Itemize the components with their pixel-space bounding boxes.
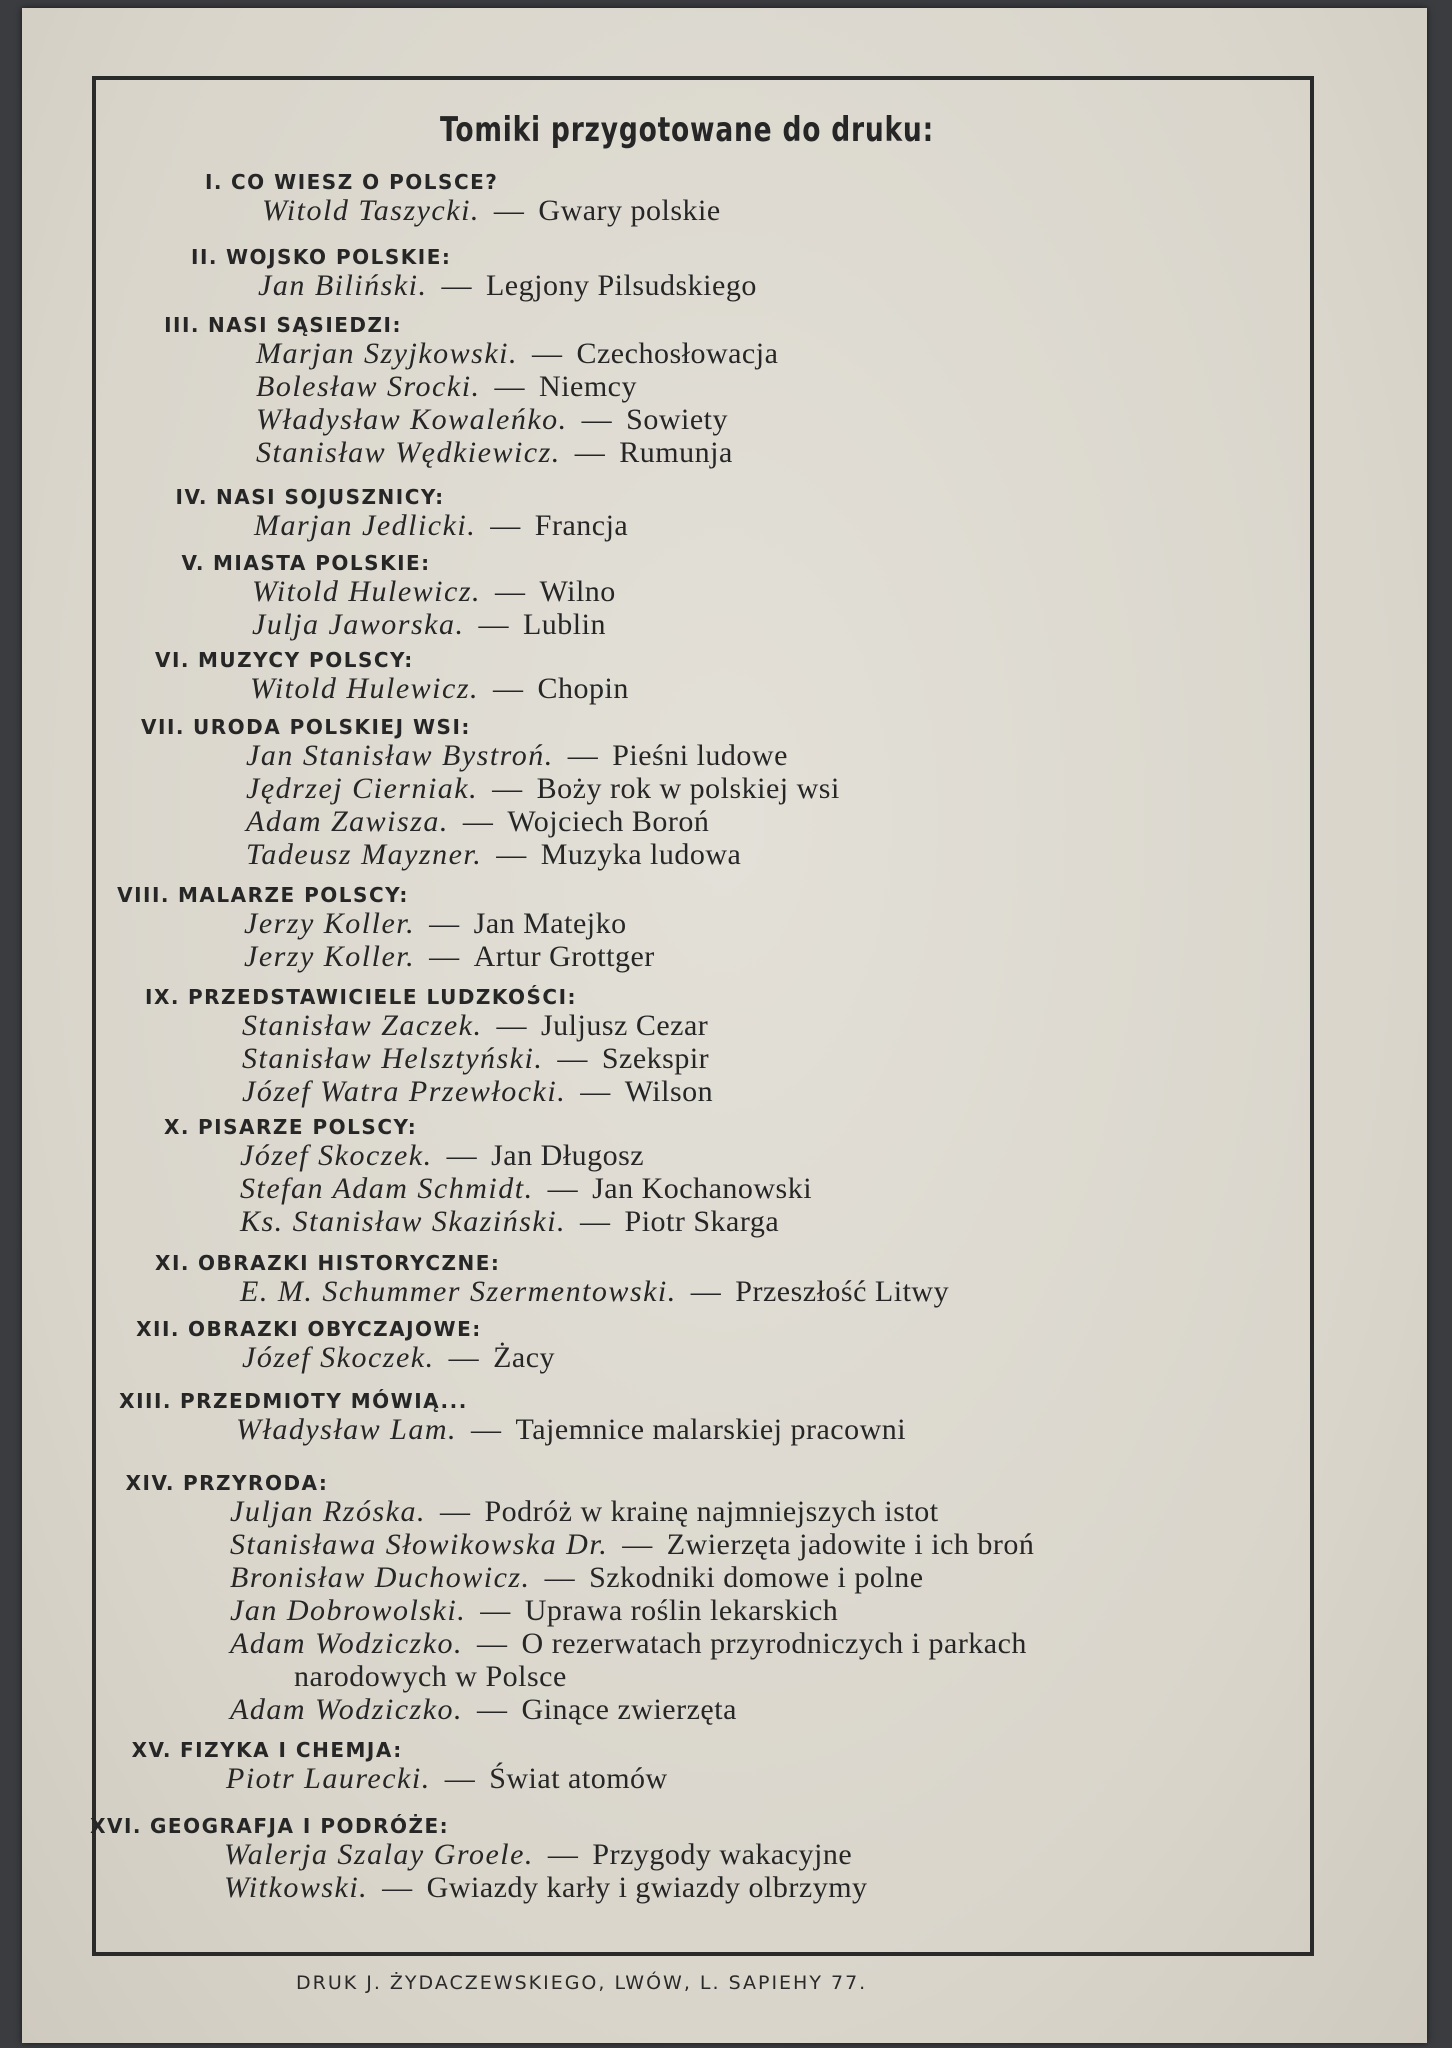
entry-dash: — <box>549 1042 596 1075</box>
entry-dash: — <box>469 1693 516 1726</box>
entry-title: Żacy <box>493 1341 556 1374</box>
entry-title: Szkodniki domowe i polne <box>589 1561 924 1594</box>
entry-dash: — <box>536 1561 584 1594</box>
section-heading <box>95 1471 328 1495</box>
book-entry <box>242 1042 709 1076</box>
entry-title: Lublin <box>522 608 606 641</box>
book-entry <box>252 575 616 609</box>
book-entry <box>240 1139 644 1173</box>
entry-author: Witold Hulewicz. <box>250 672 479 705</box>
entry-author: Bolesław Srocki. <box>256 370 481 403</box>
section-numeral: VI. <box>154 648 190 672</box>
entry-dash: — <box>374 1871 421 1904</box>
entry-dash: — <box>484 772 531 805</box>
entry-dash: — <box>438 1139 486 1172</box>
section-heading <box>90 883 409 907</box>
book-entry <box>246 772 840 806</box>
entry-author: E. M. Schummer Szermentowski. <box>240 1275 677 1308</box>
entry-author: Jan Biliński. <box>258 269 428 302</box>
entry-title: Legjony Pilsudskiego <box>485 269 757 302</box>
book-entry <box>230 1528 1034 1562</box>
entry-title: Wilson <box>624 1075 714 1108</box>
book-entry <box>256 337 778 371</box>
book-entry <box>224 1838 852 1872</box>
entry-author: Józef Skoczek. <box>240 1139 433 1172</box>
book-entry <box>246 805 709 839</box>
entry-dash: — <box>488 838 535 871</box>
section-numeral: V. <box>181 551 205 575</box>
entry-dash: — <box>488 1009 535 1042</box>
section-title: OBRAZKI HISTORYCZNE: <box>198 1251 501 1275</box>
book-entry <box>246 838 741 872</box>
entry-title: Chopin <box>537 672 629 705</box>
section-title: WOJSKO POLSKIE: <box>226 245 452 269</box>
section-heading <box>100 985 577 1009</box>
entry-author: Jan Stanisław Bystroń. <box>246 739 554 772</box>
entry-dash: — <box>572 1205 619 1238</box>
section-numeral: VII. <box>141 715 185 739</box>
section-numeral: XIV. <box>125 1471 175 1495</box>
entry-author: Julja Jaworska. <box>252 608 465 641</box>
section-numeral: IX. <box>145 985 180 1009</box>
section-numeral: XV. <box>131 1738 172 1762</box>
book-entry <box>224 1871 868 1905</box>
entry-dash: — <box>682 1275 730 1308</box>
book-entry <box>236 1413 906 1447</box>
entry-title: Szekspir <box>601 1042 710 1075</box>
book-entry <box>230 1561 924 1595</box>
entry-author: Witold Taszycki. <box>262 194 480 227</box>
book-entry <box>254 509 628 543</box>
book-entry <box>244 940 655 974</box>
entry-author: Adam Wodziczko. <box>230 1693 464 1726</box>
entry-dash: — <box>421 940 468 973</box>
entry-dash: — <box>440 1341 488 1374</box>
section-heading <box>110 648 414 672</box>
entry-author: Jerzy Koller. <box>244 907 416 940</box>
book-entry <box>250 672 629 706</box>
book-entry <box>230 1627 1027 1661</box>
entry-title: Przeszłość Litwy <box>735 1275 950 1308</box>
entry-title: Rumunja <box>619 436 733 469</box>
entry-title: Muzyka ludowa <box>540 838 742 871</box>
entry-dash: — <box>566 436 614 469</box>
entry-dash: — <box>436 1762 484 1795</box>
section-numeral: VIII. <box>117 883 170 907</box>
section-title: PISARZE POLSCY: <box>198 1115 418 1139</box>
book-entry <box>240 1172 812 1206</box>
section-title: NASI SĄSIEDZI: <box>208 313 402 337</box>
entry-title-continuation: narodowych w Polsce <box>294 1660 567 1693</box>
entry-author: Witkowski. <box>224 1871 369 1904</box>
entry-dash: — <box>469 1627 516 1660</box>
section-heading <box>110 1115 417 1139</box>
printer-imprint: DRUK J. ŻYDACZEWSKIEGO, LWÓW, L. SAPIEHY 77. <box>296 1972 868 1994</box>
section-numeral: IV. <box>175 485 208 509</box>
section-numeral: II. <box>191 245 218 269</box>
entry-author: Jerzy Koller. <box>244 940 416 973</box>
entry-title: Artur Grottger <box>473 940 655 973</box>
page-title: Tomiki przygotowane do druku: <box>440 110 934 150</box>
entry-author: Józef Watra Przewłocki. <box>242 1075 567 1108</box>
section-title: PRZEDSTAWICIELE LUDZKOŚCI: <box>188 985 578 1009</box>
entry-title: Świat atomów <box>489 1762 668 1795</box>
entry-author: Stanisław Zaczek. <box>242 1009 483 1042</box>
section-numeral: XVI. <box>90 1814 142 1838</box>
entry-dash: — <box>539 1172 587 1205</box>
entry-title: Tajemnice malarskiej pracowni <box>515 1413 907 1446</box>
section-title: MALARZE POLSCY: <box>178 883 409 907</box>
entry-dash: — <box>431 1495 479 1528</box>
entry-author: Walerja Szalay Groele. <box>224 1838 534 1871</box>
book-entry <box>240 1275 949 1309</box>
entry-dash: — <box>539 1838 587 1871</box>
entry-author: Jan Dobrowolski. <box>230 1594 467 1627</box>
entry-title: Jan Matejko <box>473 907 627 940</box>
section-heading <box>62 1814 449 1838</box>
entry-author: Juljan Rzóska. <box>230 1495 426 1528</box>
entry-dash: — <box>559 739 607 772</box>
section-title: URODA POLSKIEJ WSI: <box>193 715 471 739</box>
book-entry <box>258 269 757 303</box>
entry-dash: — <box>482 509 529 542</box>
entry-title: Gwary polskie <box>538 194 721 227</box>
book-entry <box>262 194 721 228</box>
entry-author: Adam Wodziczko. <box>230 1627 464 1660</box>
entry-author: Piotr Laurecki. <box>226 1762 431 1795</box>
section-heading <box>120 313 402 337</box>
section-title: PRZEDMIOTY MÓWIĄ... <box>180 1389 468 1413</box>
entry-author: Witold Hulewicz. <box>252 575 481 608</box>
section-numeral: I. <box>204 170 223 194</box>
entry-author: Stanisława Słowikowska Dr. <box>230 1528 609 1561</box>
section-title: CO WIESZ O POLSCE? <box>231 170 499 194</box>
entry-dash: — <box>421 907 468 940</box>
entry-title: Przygody wakacyjne <box>592 1838 853 1871</box>
book-entry <box>242 1075 713 1109</box>
entry-title: Pieśni ludowe <box>612 739 788 772</box>
section-heading <box>110 1251 500 1275</box>
entry-author: Władysław Kowaleńko. <box>256 403 568 436</box>
section-heading <box>138 245 451 269</box>
entry-author: Marjan Jedlicki. <box>254 509 477 542</box>
entry-author: Bronisław Duchowicz. <box>230 1561 531 1594</box>
entry-title: Juljusz Cezar <box>541 1009 709 1042</box>
section-heading <box>100 1317 482 1341</box>
entry-author: Marjan Szyjkowski. <box>256 337 518 370</box>
entry-author: Stefan Adam Schmidt. <box>240 1172 534 1205</box>
section-title: NASI SOJUSZNICY: <box>216 485 445 509</box>
book-entry <box>246 739 788 773</box>
entry-title: Sowiety <box>626 403 728 436</box>
section-numeral: XII. <box>136 1317 180 1341</box>
section-title: GEOGRAFJA I PODRÓŻE: <box>150 1814 450 1838</box>
entry-dash: — <box>573 403 621 436</box>
entry-title: Francja <box>534 509 629 542</box>
entry-dash: — <box>433 269 480 302</box>
entry-dash: — <box>485 194 533 227</box>
book-entry <box>256 403 728 437</box>
book-entry <box>244 907 627 941</box>
entry-title: Gwiazdy karły i gwiazdy olbrzymy <box>426 1871 868 1904</box>
section-title: MIASTA POLSKIE: <box>213 551 431 575</box>
entry-title: O rezerwatach przyrodniczych i parkach <box>521 1627 1027 1660</box>
entry-dash: — <box>454 805 502 838</box>
entry-title: Piotr Skarga <box>624 1205 780 1238</box>
book-entry <box>226 1762 668 1796</box>
entry-dash: — <box>470 608 517 641</box>
entry-author: Jędrzej Cierniak. <box>246 772 479 805</box>
entry-dash: — <box>572 1075 619 1108</box>
section-heading <box>125 551 431 575</box>
entry-title: Jan Kochanowski <box>592 1172 813 1205</box>
entry-dash: — <box>472 1594 519 1627</box>
section-title: OBRAZKI OBYCZAJOWE: <box>188 1317 482 1341</box>
entry-dash: — <box>614 1528 661 1561</box>
section-title: MUZYCY POLSCY: <box>198 648 414 672</box>
entry-title: Uprawa roślin lekarskich <box>524 1594 839 1627</box>
book-entry <box>230 1594 838 1628</box>
entry-title: Czechosłowacja <box>576 337 779 370</box>
entry-author: Tadeusz Mayzner. <box>246 838 483 871</box>
entry-dash: — <box>485 672 532 705</box>
entry-author: Józef Skoczek. <box>242 1341 435 1374</box>
book-entry <box>256 370 637 404</box>
entry-dash: — <box>486 370 534 403</box>
book-entry <box>256 436 733 470</box>
section-heading <box>92 1738 403 1762</box>
entry-title: Boży rok w polskiej wsi <box>536 772 840 805</box>
section-numeral: XIII. <box>119 1389 172 1413</box>
entry-title: Niemcy <box>539 370 637 403</box>
book-entry <box>252 608 606 642</box>
section-numeral: X. <box>163 1115 190 1139</box>
section-heading <box>92 1389 468 1413</box>
entry-dash: — <box>463 1413 510 1446</box>
entry-author: Władysław Lam. <box>236 1413 458 1446</box>
book-entry <box>242 1009 708 1043</box>
entry-title: Ginące zwierzęta <box>521 1693 737 1726</box>
section-numeral: III. <box>164 313 200 337</box>
entry-title: Podróż w krainę najmniejszych istot <box>484 1495 939 1528</box>
section-title: PRZYRODA: <box>183 1471 329 1495</box>
section-heading <box>143 170 498 194</box>
section-heading <box>128 485 445 509</box>
section-heading <box>105 715 471 739</box>
section-numeral: XI. <box>155 1251 190 1275</box>
entry-title: Wojciech Boroń <box>507 805 710 838</box>
entry-dash: — <box>487 575 534 608</box>
entry-author: Adam Zawisza. <box>246 805 449 838</box>
entry-author: Ks. Stanisław Skaziński. <box>240 1205 567 1238</box>
book-entry <box>230 1495 939 1529</box>
entry-title: Wilno <box>539 575 616 608</box>
entry-title: Jan Długosz <box>491 1139 645 1172</box>
entry-author: Stanisław Helsztyński. <box>242 1042 544 1075</box>
entry-title: Zwierzęta jadowite i ich broń <box>666 1528 1035 1561</box>
entry-author: Stanisław Wędkiewicz. <box>256 436 561 469</box>
book-entry <box>230 1693 737 1727</box>
entry-dash: — <box>523 337 571 370</box>
book-entry <box>242 1341 555 1375</box>
book-entry <box>240 1205 779 1239</box>
section-title: FIZYKA I CHEMJA: <box>180 1738 403 1762</box>
